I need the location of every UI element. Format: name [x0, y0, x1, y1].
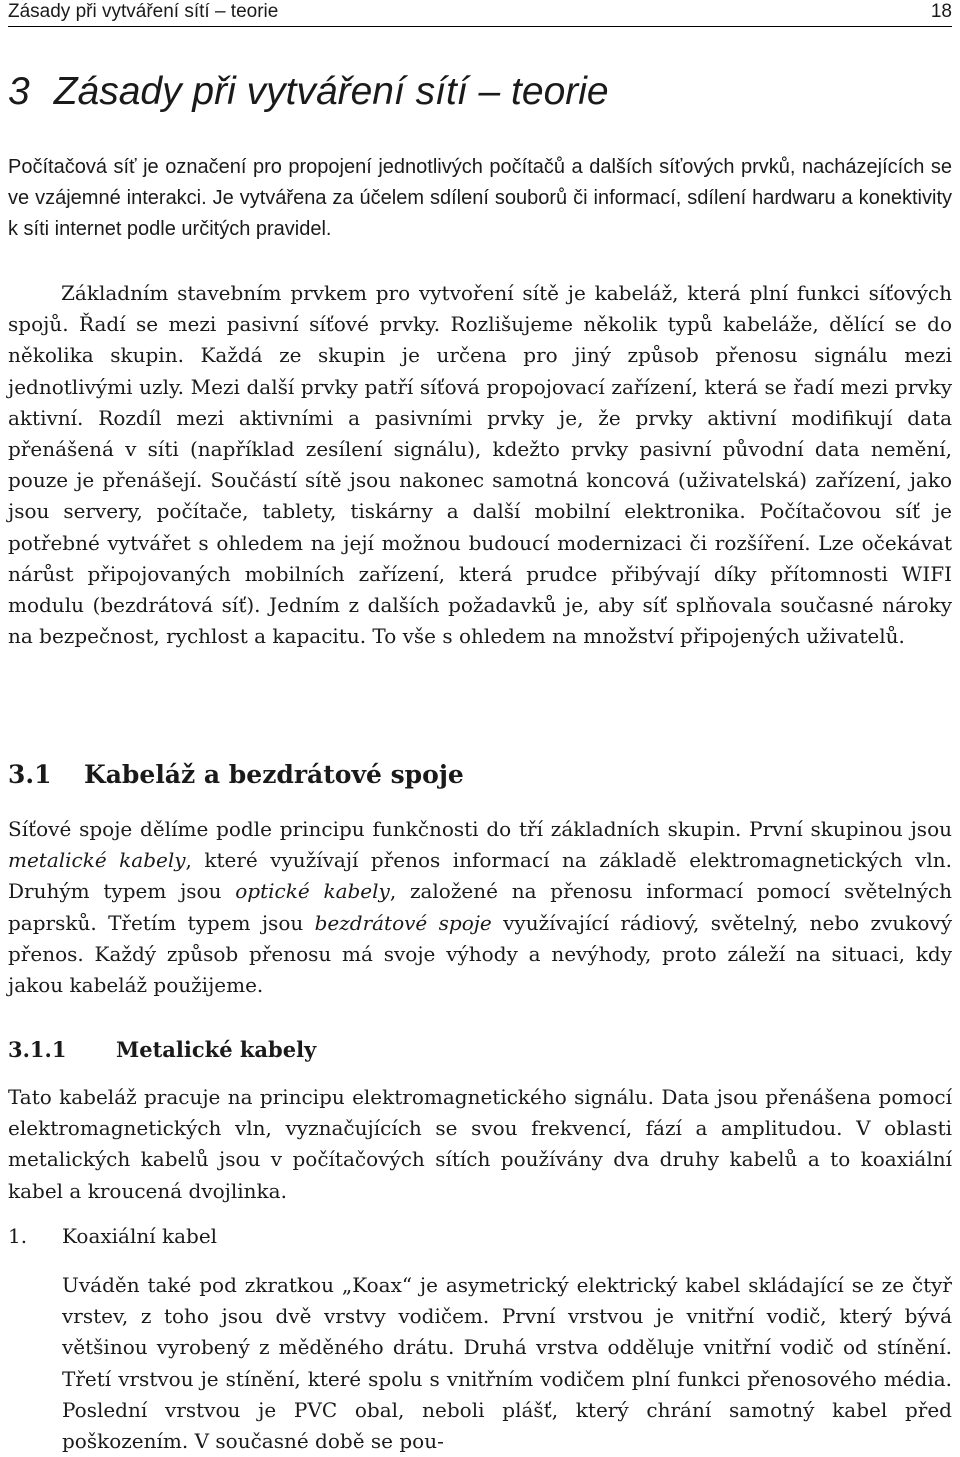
intro-paragraph-2: Základním stavebním prvkem pro vytvoření sítě je kabeláž, která plní funkci síťových spojů. Řadí se mezi pasivní síťové prvky. Rozlišujeme několik typů kabeláže, dělící se do několika skupin. Každá ze skupin je určena pro jiný způsob přenosu signálu mezi jednotlivými uzly. Mezi další prvky patří síťová propojovací zařízení, která se řadí mezi prvky aktivní. Rozdíl mezi aktivními a pasivními prvky je, že prvky aktivní modifikují data přenášená v síti (například zesílení signálu), kdežto prvky pasivní původní data nemění, pouze je přenášejí. Součástí sítě jsou nakonec samotná koncová (uživatelská) zařízení, jako jsou servery, počítače, tablety, tiskárny a další mobilní elektronika. Počítačovou síť je potřebné vytvářet s ohledem na její možnou budoucí modernizaci či rozšíření. Lze očekávat nárůst připojovaných mobilních zařízení, která prudce přibývají díky přítomnosti WIFI modulu (bezdrátová síť). Jedním z dalších požadavků je, aby síť splňovala současné nároky na bezpečnost, rychlost a kapacitu. To vše s ohledem na množství připojených uživatelů. [8, 281, 952, 649]
section-3-1-1-title: Metalické kabely [116, 1037, 317, 1062]
section-3-1-heading [8, 760, 464, 789]
section-3-1-paragraph [8, 814, 952, 1001]
section-3-1-text-b: , které využívají přenos informací na základě elektromagnetických vln. Druhým typem jsou [8, 848, 952, 904]
section-3-1-number: 3.1 [8, 760, 52, 789]
page-number: 18 [930, 1, 952, 22]
section-3-1-text-d: využívající rádiový, světelný, nebo zvukový přenos. Každý způsob přenosu má svoje výhody a nevýhody, proto záleží na situaci, kdy jakou kabeláž použijeme. [8, 910, 952, 998]
section-3-1-1-number: 3.1.1 [8, 1037, 67, 1062]
chapter-heading [8, 70, 609, 114]
intro-paragraph-1: Počítačová síť je označení pro propojení jednotlivých počítačů a dalších síťových prvků, nacházejících se ve vzájemné interakci. Je vytvářena za účelem sdílení souborů či informací, sdílení hardwaru a konektivity k síti internet podle určitých pravidel. [8, 156, 952, 241]
section-3-1-text-a: Síťové spoje dělíme podle principu funkčnosti do tří základních skupin. První skupinou jsou [8, 817, 952, 841]
running-header-title: Zásady při vytváření sítí – teorie [8, 1, 279, 22]
list-item-number: 1. [8, 1224, 28, 1248]
term-metalicke-kabely: metalické kabely [8, 848, 186, 873]
list-item [8, 1224, 217, 1248]
list-item-title: Koaxiální kabel [62, 1224, 218, 1248]
list-item-body: Uváděn také pod zkratkou „Koax“ je asymetrický elektrický kabel skládající se ze čtyř vrstev, z toho jsou dvě vrstvy vodičem. První vrstvou je vnitřní vodič, který bývá většinou vyrobený z měděného drátu. Druhá vrstva odděluje vnitřní vodič od stínění. Třetí vrstvou je stínění, které spolu s vnitřním vodičem plní funkci přenosového média. Poslední vrstvou je PVC obal, neboli plášť, který chrání samotný kabel před poškozením. V současné době se pou- [62, 1273, 952, 1454]
chapter-number: 3 [8, 70, 30, 113]
section-3-1-title: Kabeláž a bezdrátové spoje [84, 760, 464, 789]
section-3-1-1-heading [8, 1037, 316, 1062]
section-3-1-text-c: , založené na přenosu informací pomocí světelných paprsků. Třetím typem jsou [8, 879, 952, 935]
section-3-1-1-paragraph: Tato kabeláž pracuje na principu elektromagnetického signálu. Data jsou přenášena pomocí elektromagnetických vln, vyznačujících se svou frekvencí, fází a amplitudou. V oblasti metalických kabelů jsou v počítačových sítích používány dva druhy kabelů a to koaxiální kabel a kroucená dvojlinka. [8, 1085, 952, 1203]
term-bezdratove-spoje: bezdrátové spoje [314, 910, 492, 935]
running-header [8, 0, 952, 27]
term-opticke-kabely: optické kabely [235, 879, 390, 904]
chapter-title: Zásady při vytváření sítí – teorie [53, 70, 609, 113]
